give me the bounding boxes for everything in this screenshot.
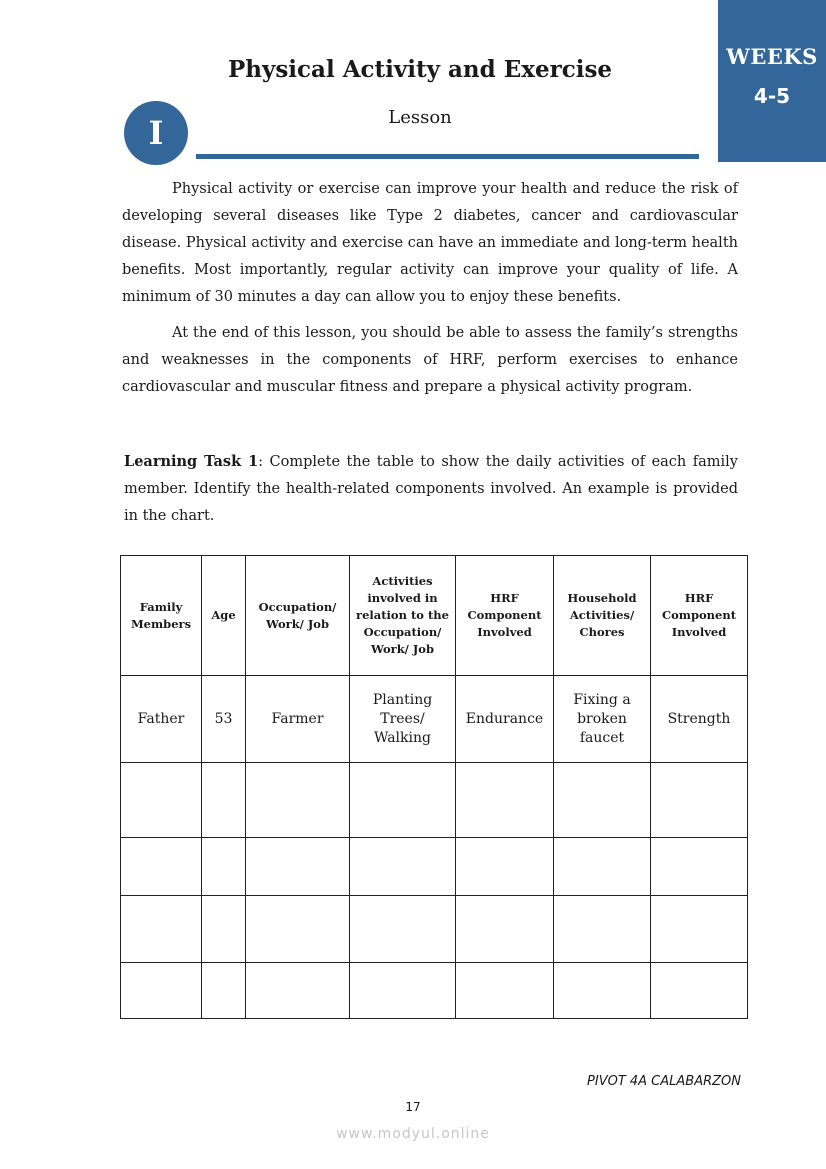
table-cell[interactable] [651, 896, 748, 963]
learning-task-instructions [124, 448, 738, 530]
weeks-tab [718, 0, 826, 162]
table-cell[interactable] [456, 763, 554, 838]
learning-task-label: Learning Task 1 [124, 453, 259, 470]
objectives-paragraph: At the end of this lesson, you should be able to assess the family’s strengths and weaknesses in the components of HRF, perform exercises to enhance cardiovascular and muscular fitness and prepare a physical activity program. [122, 325, 738, 395]
lesson-label: Lesson [388, 107, 452, 128]
lesson-divider [196, 154, 699, 159]
weeks-range: 4-5 [753, 84, 791, 108]
table-row [121, 676, 748, 763]
table-cell[interactable] [121, 763, 202, 838]
table-cell: Strength [651, 676, 748, 763]
table-cell[interactable] [246, 963, 350, 1019]
table-cell: Endurance [456, 676, 554, 763]
table-cell[interactable] [350, 963, 456, 1019]
table-cell[interactable] [202, 896, 246, 963]
table-cell[interactable] [202, 963, 246, 1019]
page-number: 17 [405, 1100, 421, 1114]
table-cell: Farmer [246, 676, 350, 763]
table-cell[interactable] [456, 896, 554, 963]
footer-region: PIVOT 4A CALABARZON [587, 1074, 741, 1089]
header-hrf-component-2: HRF Component Involved [651, 556, 748, 676]
table-row [121, 763, 748, 838]
intro-paragraph: Physical activity or exercise can improve your health and reduce the risk of developing several diseases like Type 2 diabetes, cancer and cardiovascular disease. Physical activity and exercise can have an immediate and long-term health benefits. Most importantly, regular activity can improve your quality of life. A minimum of 30 minutes a day can allow you to enjoy these benefits. [122, 181, 738, 305]
watermark-link[interactable]: www.modyul.online [336, 1126, 490, 1142]
table-cell[interactable] [246, 838, 350, 896]
table-cell[interactable] [350, 838, 456, 896]
table-cell[interactable] [350, 763, 456, 838]
table-cell: Father [121, 676, 202, 763]
table-cell[interactable] [121, 838, 202, 896]
learning-task-text: : Complete the table to show the daily activities of each family member. Identify the health-related components involved. An example is provided in the chart. [124, 454, 738, 524]
table-row [121, 963, 748, 1019]
table-cell: 53 [202, 676, 246, 763]
table-cell[interactable] [554, 838, 651, 896]
header-occupation: Occupation/ Work/ Job [246, 556, 350, 676]
header-age: Age [202, 556, 246, 676]
table-cell[interactable] [202, 763, 246, 838]
table-cell: Planting Trees/ Walking [350, 676, 456, 763]
header-hrf-component-1: HRF Component Involved [456, 556, 554, 676]
table-row [121, 896, 748, 963]
lesson-badge: I [124, 101, 188, 165]
table-cell[interactable] [121, 963, 202, 1019]
table-cell: Fixing a broken faucet [554, 676, 651, 763]
header-household-activities: Household Activities/ Chores [554, 556, 651, 676]
table-cell[interactable] [554, 963, 651, 1019]
table-cell[interactable] [651, 838, 748, 896]
header-occupation-activities: Activities involved in relation to the Occupation/ Work/ Job [350, 556, 456, 676]
table-cell[interactable] [456, 963, 554, 1019]
table-row [121, 838, 748, 896]
page-title: Physical Activity and Exercise [227, 56, 613, 83]
family-activities-table [120, 555, 748, 1019]
table-cell[interactable] [202, 838, 246, 896]
table-cell[interactable] [350, 896, 456, 963]
table-cell[interactable] [651, 963, 748, 1019]
table-cell[interactable] [554, 896, 651, 963]
header-family-members: Family Members [121, 556, 202, 676]
weeks-label: WEEKS [726, 44, 818, 69]
table-header-row [121, 556, 748, 676]
table-cell[interactable] [121, 896, 202, 963]
table-cell[interactable] [456, 838, 554, 896]
table-cell[interactable] [246, 896, 350, 963]
table-cell[interactable] [246, 763, 350, 838]
table-cell[interactable] [554, 763, 651, 838]
table-cell[interactable] [651, 763, 748, 838]
